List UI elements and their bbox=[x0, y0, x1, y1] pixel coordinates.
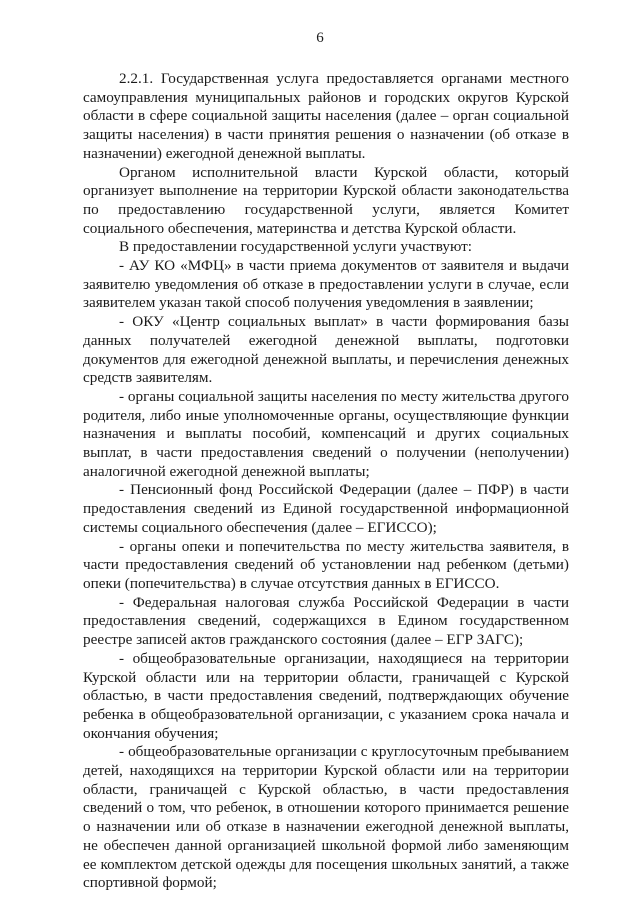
page-number: 6 bbox=[316, 30, 324, 46]
list-item-tax-service: - Федеральная налоговая служба Российской Федерации в части предоставления сведений, содержащихся в Едином государственном реестре записей актов гражданского состояния (далее – ЕГР ЗАГС); bbox=[83, 593, 569, 649]
document-body bbox=[83, 70, 569, 893]
list-item-pension-fund: - Пенсионный фонд Российской Федерации (далее – ПФР) в части предоставления сведений из Единой государственной информационной системы социального обеспечения (далее – ЕГИССО); bbox=[83, 481, 569, 536]
list-item-boarding-schools: - общеобразовательные организации с круглосуточным пребыванием детей, находящихся на территории Курской области или на территории области, граничащей с Курской областью, в части предоставления сведений о том, что ребенок, в отношении которого принимается решение о назначении или об отказе в назначении ежегодной денежной выплаты, не обеспечен данной организацией школьной формой либо заменяющим ее комплектом детской одежды для посещения школьных занятий, а также спортивной формой; bbox=[83, 743, 569, 892]
paragraph-participants-intro: В предоставлении государственной услуги участвуют: bbox=[119, 238, 472, 256]
paragraph-executive-body: Органом исполнительной власти Курской области, который организует выполнение на территории Курской области законодательства по предоставлению государственной услуги, является Комитет социального обеспечения, материнства и детства Курской области. bbox=[83, 163, 569, 237]
list-item-guardianship-bodies: - органы опеки и попечительства по месту жительства заявителя, в части предоставления сведений об установлении над ребенком (детьми) опеки (попечительства) в случае отсутствия данных в ЕГИССО. bbox=[83, 537, 569, 592]
list-item-social-protection-bodies: - органы социальной защиты населения по месту жительства другого родителя, либо иные уполномоченные органы, осуществляющие функции назначения и выплаты пособий, компенсаций и других социальных выплат, в части предоставления сведений о получении (неполучении) аналогичной ежегодной денежной выплаты; bbox=[83, 387, 569, 480]
paragraph-2-2-1: 2.2.1. Государственная услуга предоставляется органами местного самоуправления муниципальных районов и городских округов Курской области в сфере социальной защиты населения (далее – орган социальной защиты населения) в части принятия решения о назначении (об отказе в назначении) ежегодной денежной выплаты. bbox=[83, 70, 569, 162]
list-item-social-payments-center: - ОКУ «Центр социальных выплат» в части формирования базы данных получателей ежегодной денежной выплаты, подготовки документов для ежегодной денежной выплаты, и перечисления денежных средств заявителям. bbox=[83, 313, 569, 387]
list-item-mfc: - АУ КО «МФЦ» в части приема документов от заявителя и выдачи заявителю уведомления об отказе в предоставлении услуги в случае, если заявителем указан такой способ получения уведомления в заявлении; bbox=[83, 257, 569, 312]
list-item-schools: - общеобразовательные организации, находящиеся на территории Курской области или на территории области, граничащей с Курской областью, в части предоставления сведений, подтверждающих обучение ребенка в общеобразовательной организации, с указанием срока начала и окончания обучения; bbox=[83, 649, 569, 742]
